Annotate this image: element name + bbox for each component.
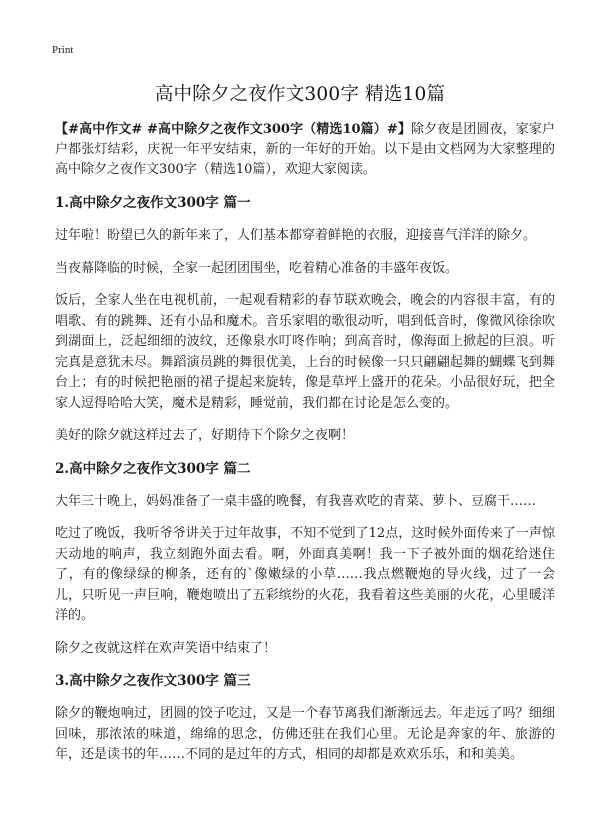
section-heading: 1.高中除夕之夜作文300字 篇一 [55, 195, 251, 211]
section-heading: 2.高中除夕之夜作文300字 篇二 [55, 460, 251, 477]
section-heading: 3.高中除夕之夜作文300字 篇三 [55, 673, 251, 689]
paragraph: 当夜幕降临的时候，全家一起团团围坐，吃着精心准备的丰盛年夜饭。 [55, 260, 459, 276]
paragraph: 除夕之夜就这样在欢声笑语中结束了！ [55, 640, 277, 656]
paragraph: 美好的除夕就这样过去了，好期待下个除夕之夜啊！ [55, 428, 355, 443]
paragraph: 大年三十晚上，妈妈准备了一桌丰盛的晚餐，有我喜欢吃的青菜、萝卜、豆腐干…… [55, 493, 537, 509]
paragraph: 饭后，全家人坐在电视机前，一起观看精彩的春节联欢晚会，晚会的内容很丰富，有的唱歌、有的跳舞、还有小品和魔术。音乐家唱的歌很动听，唱到低音时，像微风徐徐吹到湖面上，泛起细细的波纹，还像泉水叮咚作响；到高音时，像海面上掀起的巨浪。听完真是意犹未尽。舞蹈演员跳的舞很优美，上台的时候像一只只翩翩起舞的蝴蝶飞到舞台上；有的时候把艳丽的裙子提起来旋转，像是草坪上盛开的花朵。小品很好玩，把全家人逗得哈哈大笑，魔术是精彩，睡觉前，我们都在讨论是怎么变的。 [55, 293, 555, 411]
paragraph: 过年啦！盼望已久的新年来了，人们基本都穿着鲜艳的衣服，迎接喜气洋洋的除夕。 [55, 228, 537, 243]
intro-paragraph [55, 120, 555, 180]
page-title: 高中除夕之夜作文300字 精选10篇 [154, 84, 446, 105]
article-body [55, 120, 555, 778]
paragraph: 除夕的鞭炮响过，团圆的饺子吃过，又是一个春节离我们渐渐远去。年走远了吗？细细回味，那浓浓的味道，绵绵的思念，仿佛还驻在我们心里。无论是奔家的年、旅游的年，还是读书的年……不同的是过年的方式，相同的却都是欢欢乐乐，和和美美。 [55, 706, 555, 762]
paragraph: 吃过了晚饭，我听爷爷讲关于过年故事，不知不觉到了12点，这时候外面传来了一声惊天动地的响声，我立刻跑外面去看。啊，外面真美啊！我一下子被外面的烟花给迷住了，有的像绿绿的柳条，还有的`像嫩绿的小草……我点燃鞭炮的导火线，过了一会儿，只听见一声巨响，鞭炮喷出了五彩缤纷的火花，我看着这些美丽的火花，心里暖洋洋的。 [55, 526, 555, 623]
intro-tag: 【#高中作文# #高中除夕之夜作文300字（精选10篇）#】 [55, 122, 411, 137]
intro-text: 除夕夜是团圆夜，家家户户都张灯结彩，庆祝一年平安结束，新的一年好的开始。以下是由文档网为大家整理的高中除夕之夜作文300字（精选10篇），欢迎大家阅读。 [55, 122, 555, 177]
print-label: Print [52, 44, 74, 56]
